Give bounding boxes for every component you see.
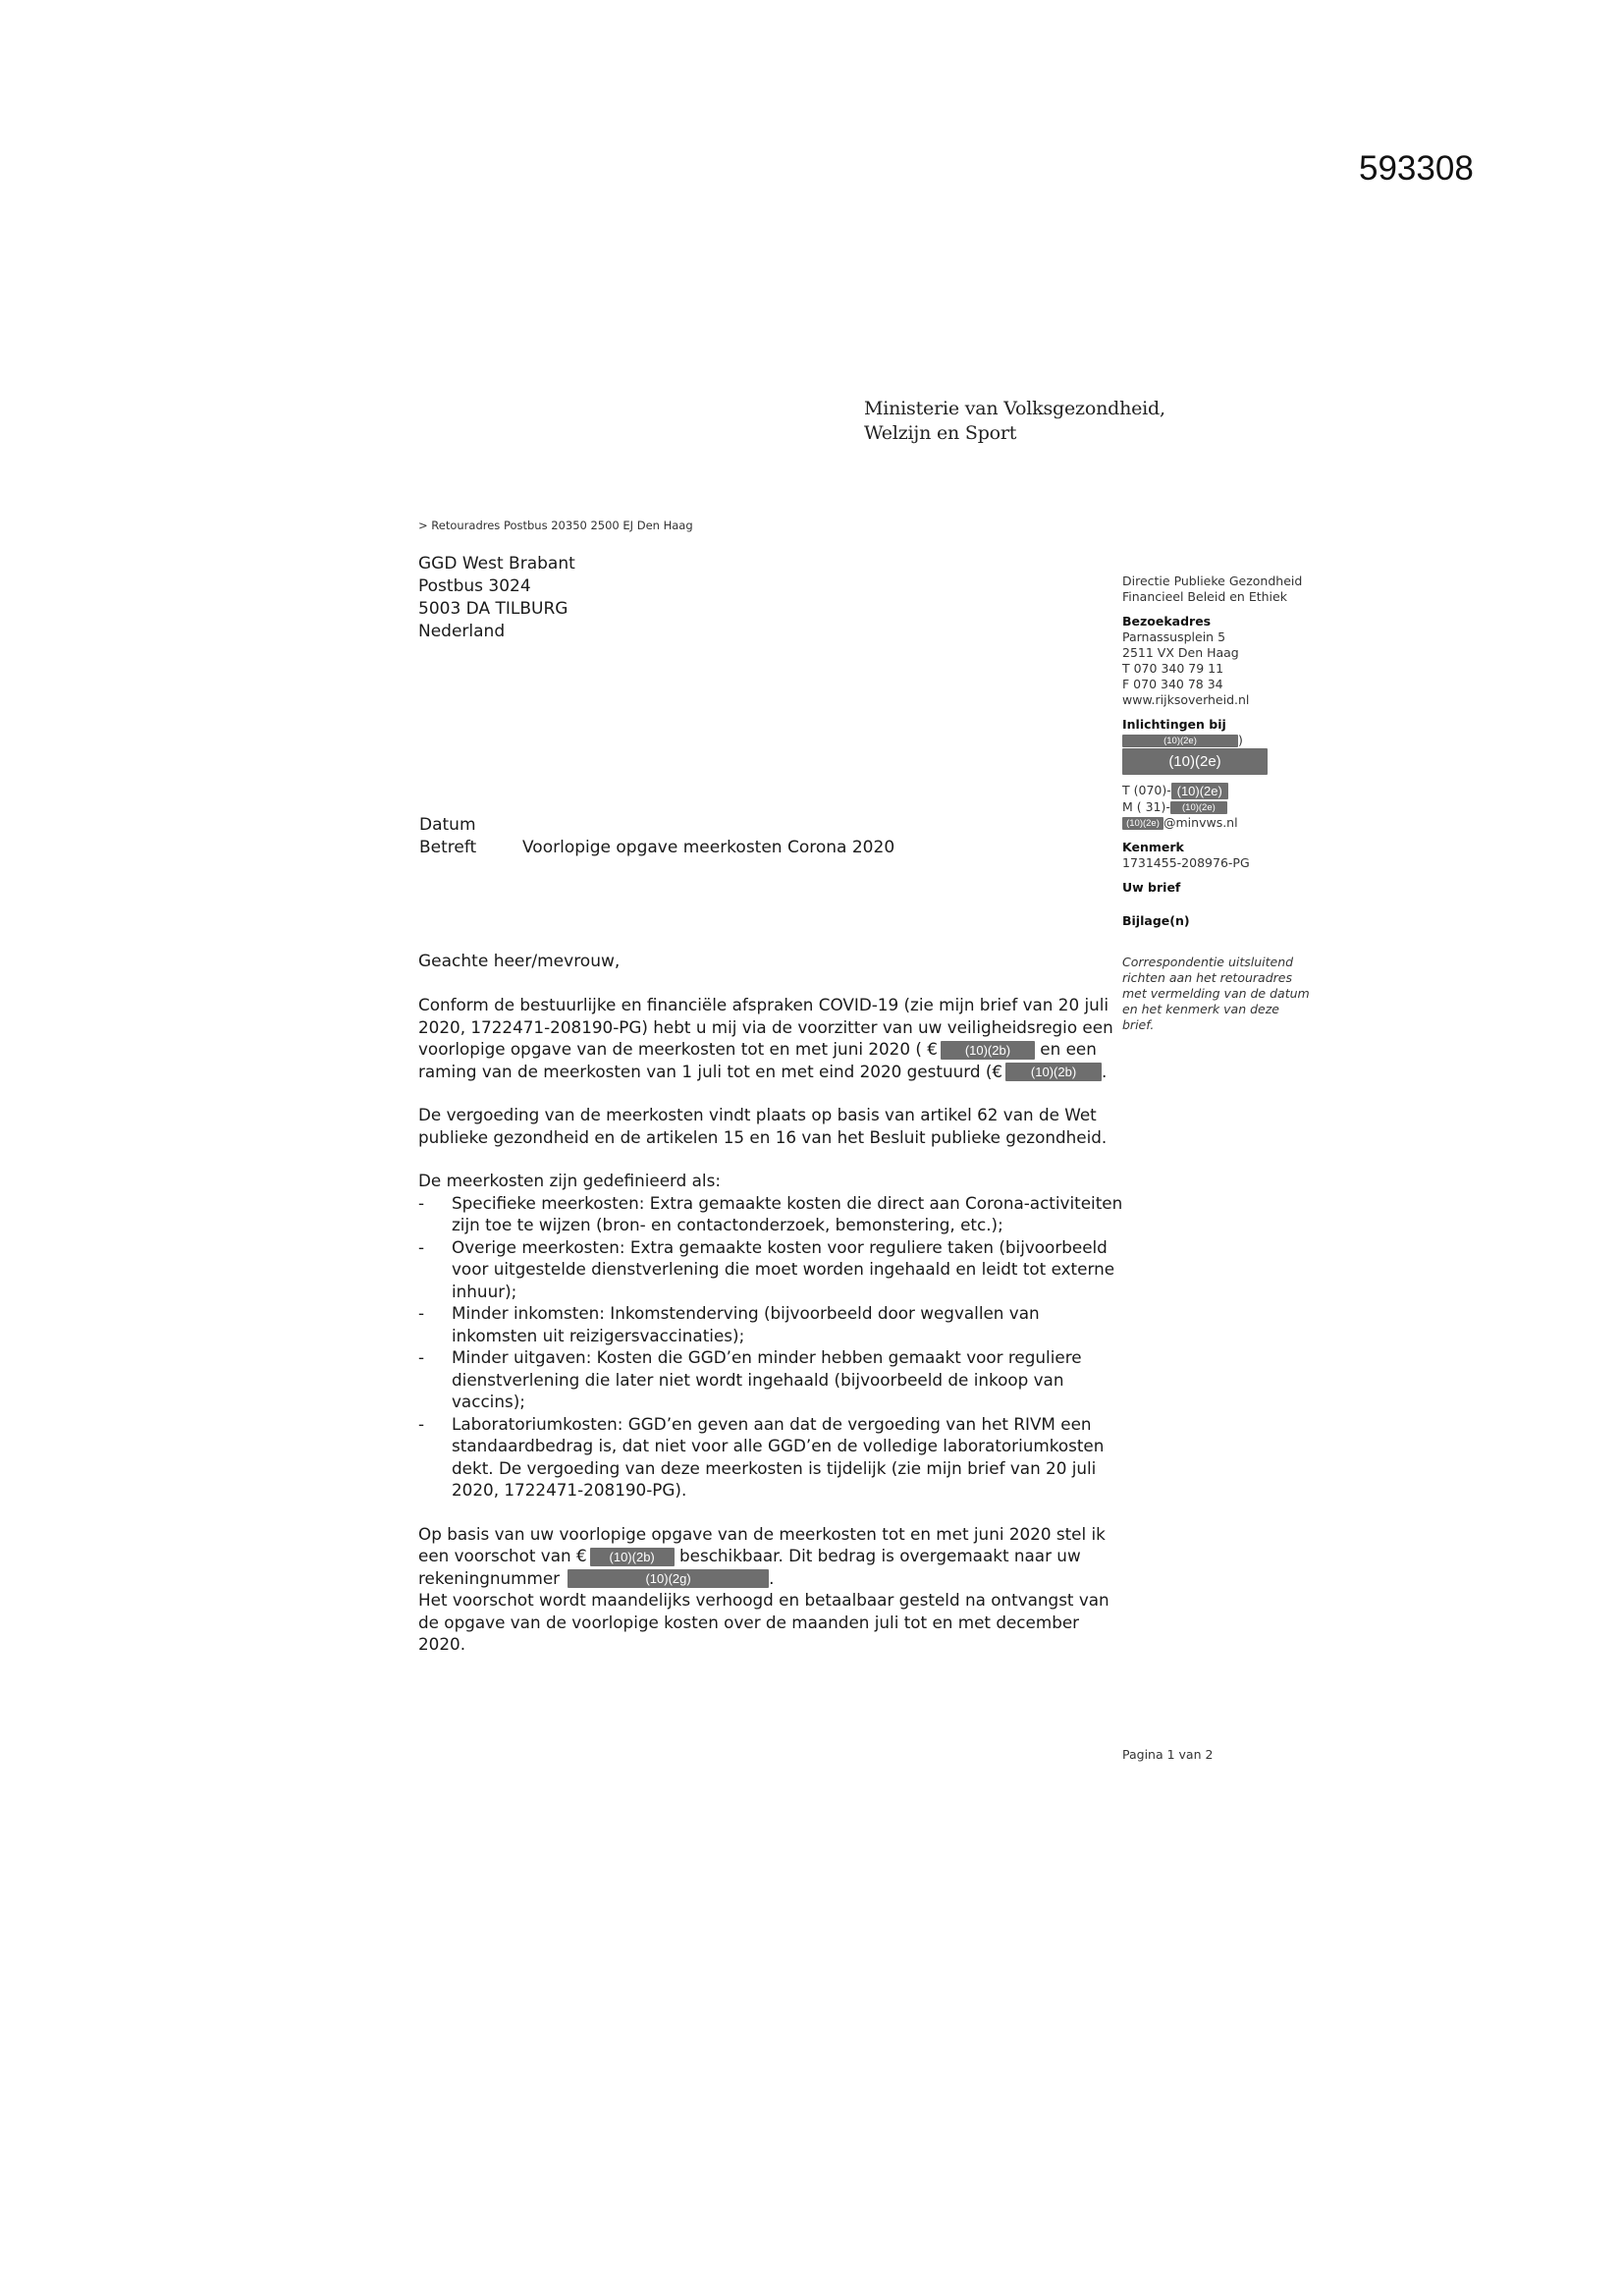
information-heading: Inlichtingen bij <box>1122 717 1226 732</box>
note-line: en het kenmerk van deze <box>1122 1002 1279 1016</box>
list-item: - Minder inkomsten: Inkomstenderving (bijvoorbeeld door wegvallen van inkomsten uit reizigersvaccinaties); <box>418 1302 1125 1346</box>
list-item: - Specifieke meerkosten: Extra gemaakte kosten die direct aan Corona-activiteiten zijn toe te wijzen (bron- en contactonderzoek, bemonstering, etc.); <box>418 1192 1125 1236</box>
reference-block <box>1122 840 1338 871</box>
paragraph-advance <box>418 1523 1125 1590</box>
redaction-box: (10)(2g) <box>568 1569 769 1588</box>
contact-email-suffix: @minvws.nl <box>1163 815 1238 830</box>
list-item: - Laboratoriumkosten: GGD’en geven aan dat de vergoeding van het RIVM een standaardbedrag is, dat niet voor alle GGD’en de volledige laboratoriumkosten dekt. De vergoeding van deze meerkosten is tijdelijk (zie mijn brief van 20 juli 2020, 1722471-208190-PG). <box>418 1413 1125 1502</box>
contact-email-line <box>1122 815 1338 831</box>
redaction-box: (10)(2e) <box>1122 748 1268 775</box>
redaction-box: (10)(2b) <box>1005 1063 1102 1081</box>
date-label: Datum <box>419 815 476 835</box>
ministry-logo <box>864 397 1165 446</box>
return-address: > Retouradres Postbus 20350 2500 EJ Den Haag <box>418 519 693 532</box>
your-letter-block <box>1122 880 1338 896</box>
logo-line-1: Ministerie van Volksgezondheid, <box>864 398 1165 419</box>
letter-body <box>418 994 1125 1656</box>
contact-mobile-prefix: M ( 31)- <box>1122 799 1170 814</box>
letter-meta <box>419 814 894 859</box>
redaction-box: (10)(2e) <box>1170 801 1227 814</box>
date-row <box>419 814 894 837</box>
sender-sidebar <box>1122 574 1338 1033</box>
paragraph-text: beschikbaar. Dit bedrag is overgemaakt naar uw rekeningnummer <box>418 1546 1081 1588</box>
recipient-city: 5003 DA TILBURG <box>418 599 568 619</box>
paragraph-text: en een raming van de meerkosten van 1 juli tot en met eind 2020 gestuurd (€ <box>418 1039 1097 1081</box>
note-line: Correspondentie uitsluitend <box>1122 955 1294 969</box>
visit-city: 2511 VX Den Haag <box>1122 645 1239 660</box>
redaction-box: (10)(2e) <box>1122 817 1163 830</box>
paragraph-intro <box>418 994 1125 1082</box>
department-line-2: Financieel Beleid en Ethiek <box>1122 589 1287 604</box>
salutation: Geachte heer/mevrouw, <box>418 952 621 971</box>
attachments-heading: Bijlage(n) <box>1122 913 1190 928</box>
contact-phone-prefix: T (070)- <box>1122 783 1171 797</box>
paragraph-text: Op basis van uw voorlopige opgave van de meerkosten tot en met juni 2020 stel ik een voorschot van € <box>418 1523 1106 1565</box>
recipient-name: GGD West Brabant <box>418 554 575 574</box>
contact-name-line <box>1122 733 1338 748</box>
redaction-box: (10)(2e) <box>1122 735 1238 747</box>
redaction-box: (10)(2e) <box>1171 783 1228 799</box>
list-item: - Minder uitgaven: Kosten die GGD’en minder hebben gemaakt voor reguliere dienstverlening die later niet wordt ingehaald (bijvoorbeeld de inkoop van vaccins); <box>418 1346 1125 1413</box>
page-number: Pagina 1 van 2 <box>1122 1747 1214 1762</box>
visit-address-heading: Bezoekadres <box>1122 614 1212 629</box>
list-item: - Overige meerkosten: Extra gemaakte kosten voor reguliere taken (bijvoorbeeld voor uitgestelde dienstverlening die moet worden ingehaald en leidt tot externe inhuur); <box>418 1236 1125 1303</box>
information-block <box>1122 717 1338 831</box>
recipient-country: Nederland <box>418 622 506 641</box>
contact-phone-line <box>1122 783 1338 799</box>
contact-mobile-line <box>1122 799 1338 815</box>
paragraph-text: Conform de bestuurlijke en financiële afspraken COVID-19 (zie mijn brief van 20 juli 2020, 1722471-208190-PG) hebt u mij via de voorzitter van uw veiligheidsregio een voorlopige opgave van de meerkosten tot en met juni 2020 ( € <box>418 995 1113 1059</box>
contact-bracket: ) <box>1238 733 1243 747</box>
note-line: brief. <box>1122 1017 1155 1032</box>
visit-street: Parnassusplein 5 <box>1122 629 1226 644</box>
subject-row <box>419 837 894 859</box>
recipient-po-box: Postbus 3024 <box>418 576 531 596</box>
note-line: met vermelding van de datum <box>1122 986 1310 1001</box>
visit-address-block <box>1122 614 1338 708</box>
department-line-1: Directie Publieke Gezondheid <box>1122 574 1303 588</box>
reference-heading: Kenmerk <box>1122 840 1184 854</box>
note-line: richten aan het retouradres <box>1122 970 1292 985</box>
redaction-box: (10)(2b) <box>941 1041 1035 1060</box>
paragraph-text: . <box>769 1567 775 1588</box>
your-letter-heading: Uw brief <box>1122 880 1181 895</box>
visit-website: www.rijksoverheid.nl <box>1122 692 1250 707</box>
reference-value: 1731455-208976-PG <box>1122 855 1250 870</box>
definitions-intro: De meerkosten zijn gedefinieerd als: <box>418 1171 721 1190</box>
correspondence-note <box>1122 955 1338 1033</box>
department-block <box>1122 574 1338 605</box>
contact-title-line <box>1122 748 1338 775</box>
recipient-address <box>418 553 575 643</box>
redaction-box: (10)(2b) <box>590 1548 675 1566</box>
paragraph-text: . <box>1102 1061 1108 1081</box>
subject-value: Voorlopige opgave meerkosten Corona 2020 <box>522 838 895 857</box>
document-number: 593308 <box>1359 149 1474 188</box>
visit-fax: F 070 340 78 34 <box>1122 677 1223 691</box>
paragraph-legal-basis: De vergoeding van de meerkosten vindt plaats op basis van artikel 62 van de Wet publieke gezondheid en de artikelen 15 en 16 van het Besluit publieke gezondheid. <box>418 1105 1108 1147</box>
definitions-list <box>418 1192 1125 1502</box>
logo-line-2: Welzijn en Sport <box>864 422 1017 444</box>
visit-phone: T 070 340 79 11 <box>1122 661 1224 676</box>
subject-label: Betreft <box>419 838 477 857</box>
attachments-block <box>1122 913 1338 929</box>
paragraph-payment: Het voorschot wordt maandelijks verhoogd en betaalbaar gesteld na ontvangst van de opgave van de voorlopige kosten over de maanden juli tot en met december 2020. <box>418 1590 1109 1654</box>
